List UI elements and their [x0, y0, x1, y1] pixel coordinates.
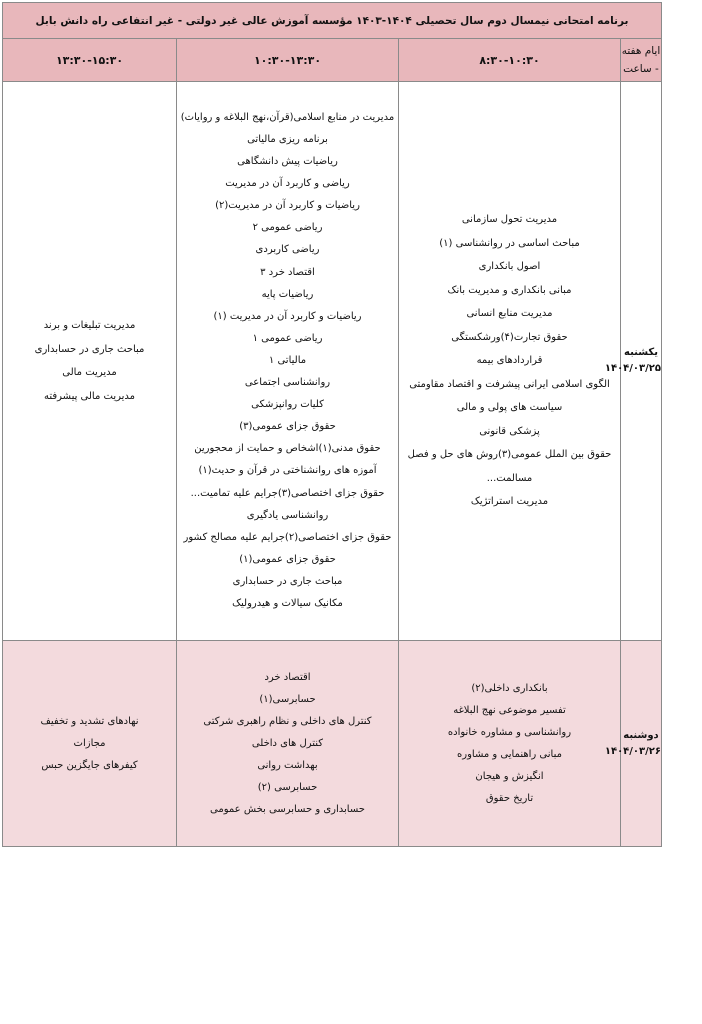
- table-row: [3, 82, 662, 641]
- course-item: حقوق جزای عمومی(۳): [239, 421, 336, 433]
- course-item: روانشناسی و مشاوره خانواده: [447, 726, 572, 738]
- course-item: نهادهای تشدید و تخفیف: [40, 715, 139, 727]
- course-item: ریاضیات پایه: [261, 288, 314, 300]
- course-item: ریاضی و کاربرد آن در مدیریت: [225, 178, 350, 190]
- day-cell: [604, 82, 662, 641]
- course-item: مبانی بانکداری و مدیریت بانک: [447, 284, 572, 296]
- slot-cell: [3, 82, 177, 641]
- course-item: مدیریت استراتژیک: [470, 496, 549, 508]
- course-item: انگیزش و هیجان: [475, 770, 544, 782]
- course-item: مالیاتی ۱: [268, 354, 307, 366]
- schedule-table: [2, 2, 662, 847]
- course-list: [399, 678, 620, 810]
- course-item: حقوق جزای اختصاصی(۲)جرایم علیه مصالح کشور: [183, 531, 392, 543]
- course-item: ریاضیات و کاربرد آن در مدیریت (۱): [213, 310, 362, 322]
- course-item: مدیریت مالی پیشرفته: [43, 390, 136, 402]
- course-item: مکانیک سیالات و هیدرولیک: [232, 597, 343, 609]
- slot-cell: [177, 82, 399, 641]
- course-item: مباحث اساسی در روانشناسی (۱): [439, 237, 580, 249]
- course-item: روانشناسی یادگیری: [246, 509, 329, 521]
- course-item: برنامه ریزی مالیاتی: [247, 134, 328, 146]
- day-cell: [604, 641, 662, 847]
- course-item: مدیریت منابع انسانی: [466, 308, 553, 320]
- course-item: بهداشت روانی: [257, 759, 318, 771]
- course-list: [399, 208, 620, 514]
- course-item: مباحث جاری در حسابداری: [232, 575, 343, 587]
- course-item: ریاضی عمومی ۱: [252, 332, 323, 344]
- slot-cell: [399, 641, 621, 847]
- course-item: مباحث جاری در حسابداری: [34, 343, 145, 355]
- slot-cell: [3, 641, 177, 847]
- slot-cell: [399, 82, 621, 641]
- course-item: ریاضیات و کاربرد آن در مدیریت(۲): [215, 200, 360, 212]
- course-list: [3, 314, 176, 408]
- course-item: مسالمت...: [486, 472, 533, 484]
- course-item: حسابرسی(۱): [259, 693, 316, 705]
- day-name: یکشنبه: [624, 347, 658, 358]
- course-item: کلیات روانپزشکی: [251, 399, 324, 411]
- course-item: تفسیر موضوعی نهج البلاغه: [453, 704, 566, 716]
- course-item: الگوی اسلامی ایرانی پیشرفت و اقتصاد مقاومتی: [409, 378, 610, 390]
- course-item: آموزه های روانشناختی در قرآن و حدیث(۱): [198, 465, 377, 477]
- course-item: ریاضیات پیش دانشگاهی: [237, 156, 338, 168]
- course-item: ریاضی کاربردی: [255, 244, 320, 256]
- day-date: ۱۴۰۴/۰۳/۲۵: [604, 363, 661, 374]
- slot-cell: [177, 641, 399, 847]
- course-item: پزشکی قانونی: [479, 425, 540, 437]
- table-row: [3, 641, 662, 847]
- header-slot-3: ۱۳:۳۰-۱۵:۳۰: [3, 39, 177, 82]
- course-list: [177, 107, 398, 615]
- course-list: [3, 711, 176, 777]
- exam-schedule: [2, 2, 661, 847]
- course-item: ریاضی عمومی ۲: [252, 222, 323, 234]
- course-item: حقوق بین الملل عمومی(۳)روش های حل و فصل: [407, 449, 612, 461]
- course-item: حقوق جزای عمومی(۱): [239, 553, 336, 565]
- course-item: مدیریت تبلیغات و برند: [43, 320, 136, 331]
- course-item: کنترل های داخلی و نظام راهبری شرکتی: [203, 715, 372, 727]
- course-item: اقتصاد خرد: [264, 671, 311, 683]
- course-item: حسابرسی (۲): [257, 781, 318, 793]
- course-item: تاریخ حقوق: [485, 792, 534, 804]
- course-item: کیفرهای جایگزین حبس: [41, 759, 138, 771]
- header-day-time: ایام هفته - ساعت: [621, 39, 662, 82]
- course-item: حقوق تجارت(۴)ورشکستگی: [451, 331, 568, 343]
- course-item: مجازات: [73, 737, 106, 749]
- course-item: اقتصاد خرد ۳: [260, 266, 315, 278]
- course-list: [177, 667, 398, 821]
- schedule-title: برنامه امتحانی نیمسال دوم سال تحصیلی ۱۴۰۴-۱۴۰۳ مؤسسه آموزش عالی غیر دولتی - غیر انتفاعی راه دانش بابل: [3, 3, 662, 39]
- day-name: دوشنبه: [623, 729, 659, 741]
- course-item: حقوق مدنی(۱)اشخاص و حمایت از محجورین: [194, 443, 381, 455]
- course-item: حسابداری و حسابرسی بخش عمومی: [210, 803, 365, 815]
- course-item: مدیریت مالی: [62, 367, 117, 378]
- course-item: قراردادهای بیمه: [476, 355, 543, 367]
- day-date: ۱۴۰۴/۰۳/۲۶: [604, 745, 661, 757]
- course-item: حقوق جزای اختصاصی(۳)جرایم علیه تمامیت...: [190, 487, 385, 499]
- header-slot-2: ۱۰:۳۰-۱۳:۳۰: [177, 39, 399, 82]
- header-slot-1: ۸:۳۰-۱۰:۳۰: [399, 39, 621, 82]
- course-item: مدیریت در منابع اسلامی(قرآن،نهج البلاغه و روایات): [180, 111, 395, 123]
- course-item: مبانی راهنمایی و مشاوره: [457, 748, 562, 760]
- course-item: اصول بانکداری: [478, 261, 541, 273]
- course-item: روانشناسی اجتماعی: [244, 377, 331, 389]
- course-item: کنترل های داخلی: [251, 737, 324, 749]
- course-item: سیاست های پولی و مالی: [456, 402, 563, 414]
- course-item: مدیریت تحول سازمانی: [461, 214, 558, 226]
- course-item: بانکداری داخلی(۲): [471, 682, 548, 694]
